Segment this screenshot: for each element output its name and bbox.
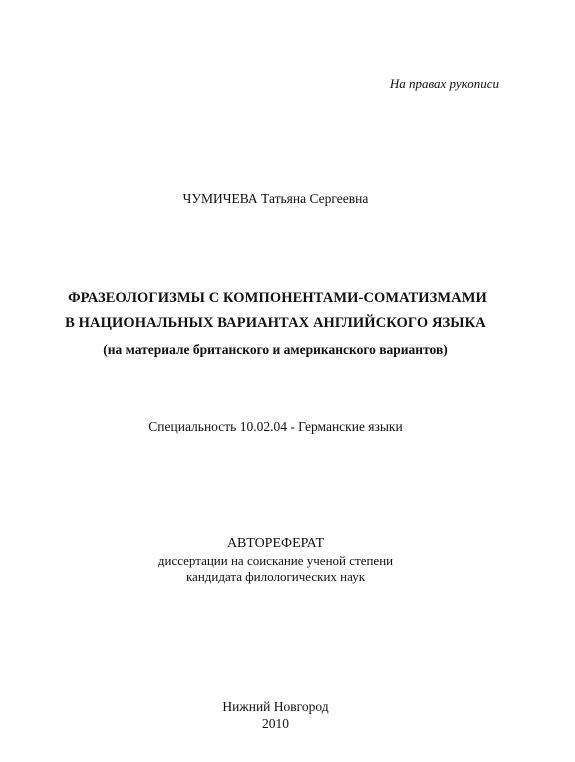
specialty: Специальность 10.02.04 - Германские языки bbox=[148, 419, 403, 434]
title-subtitle: (на материале британского и американского вариантов) bbox=[103, 342, 448, 357]
city: Нижний Новгород bbox=[222, 699, 329, 714]
title-line-2: В НАЦИОНАЛЬНЫХ ВАРИАНТАХ АНГЛИЙСКОГО ЯЗЫКА bbox=[65, 315, 486, 331]
title-line-1: ФРАЗЕОЛОГИЗМЫ С КОМПОНЕНТАМИ-СОМАТИЗМАМИ bbox=[68, 290, 487, 306]
document-description-line-1: диссертации на соискание ученой степени bbox=[157, 553, 394, 568]
author-name: ЧУМИЧЕВА Татьяна Сергеевна bbox=[182, 191, 369, 206]
year: 2010 bbox=[262, 716, 289, 731]
document-type: АВТОРЕФЕРАТ bbox=[226, 536, 325, 551]
document-description-line-2: кандидата филологических наук bbox=[185, 569, 366, 584]
manuscript-note: На правах рукописи bbox=[389, 76, 499, 91]
